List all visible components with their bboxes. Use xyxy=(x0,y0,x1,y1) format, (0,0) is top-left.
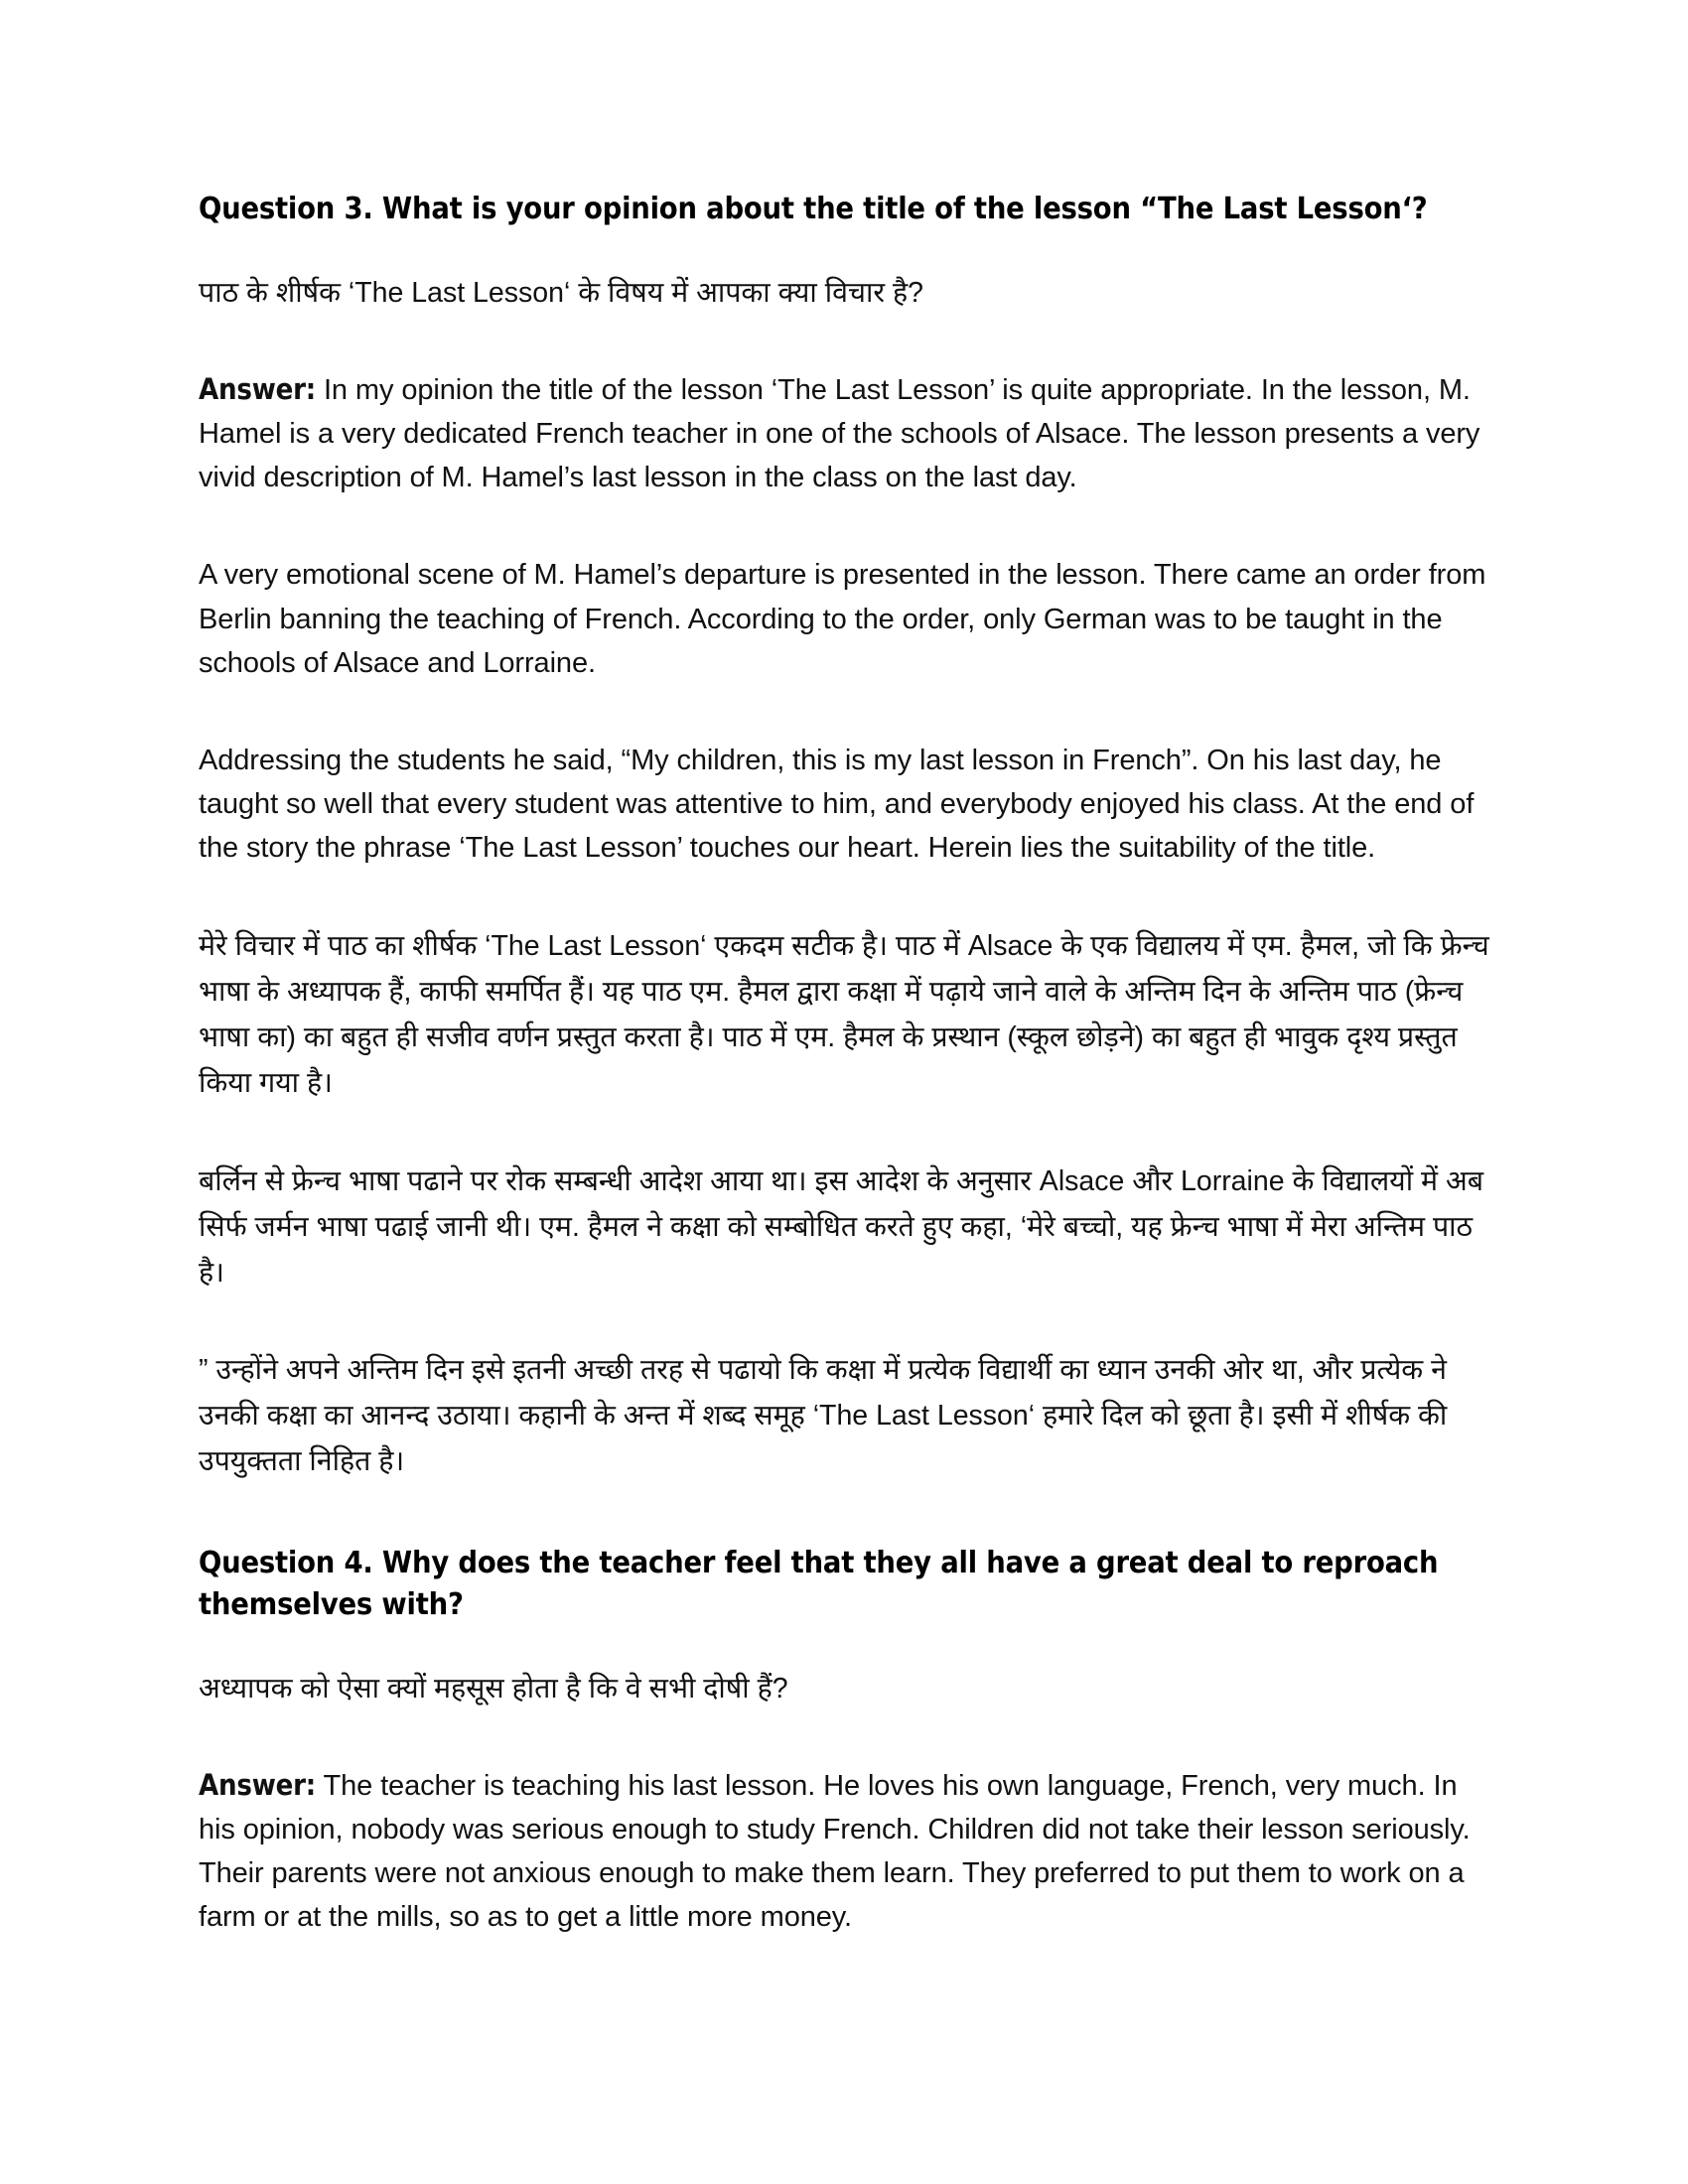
answer-label: Answer: xyxy=(199,1767,317,1802)
question-3-heading: Question 3. What is your opinion about the title of the lesson “The Last Lesson‘? xyxy=(199,192,1428,226)
question-4-heading: Question 4. Why does the teacher feel that they all have a great deal to reproach themselves with? xyxy=(199,1545,1439,1622)
question-3-hindi-answer-paragraph-2: बर्लिन से फ्रेन्च भाषा पढाने पर रोक सम्बन्धी आदेश आया था। इस आदेश के अनुसार Alsace और Lorraine के विद्यालयों में अब सिर्फ जर्मन भाषा पढाई जानी थी। एम. हैमल ने कक्षा को सम्बोधित करते हुए कहा, ‘मेरे बच्चो, यह फ्रेन्च भाषा में मेरा अन्तिम पाठ है। xyxy=(199,1164,1484,1289)
question-3-answer-paragraph-3: Addressing the students he said, “My children, this is my last lesson in French”. On his last day, he taught so well that every student was attentive to him, and everybody enjoyed his class. At the end of the story the phrase ‘The Last Lesson’ touches our heart. Herein lies the suitability of the title. xyxy=(199,744,1475,864)
question-4-answer-paragraph-1 xyxy=(199,1763,1489,1939)
answer-text: The teacher is teaching his last lesson. He loves his own language, French, very much. In his opinion, nobody was serious enough to study French. Children did not take their lesson seriously. Their parents were not anxious enough to make them learn. They preferred to put them to work on a farm or at the mills, so as to get a little more money. xyxy=(199,1769,1471,1934)
question-3-hindi-translation: पाठ के शीर्षक ‘The Last Lesson‘ के विषय में आपका क्या विचार है? xyxy=(199,277,923,310)
answer-text: In my opinion the title of the lesson ‘The Last Lesson’ is quite appropriate. In the lesson, M. Hamel is a very dedicated French teacher in one of the schools of Alsace. The lesson presents a very vivid description of M. Hamel’s last lesson in the class on the last day. xyxy=(199,374,1480,494)
document-body xyxy=(199,189,1489,1939)
question-3-answer-paragraph-2: A very emotional scene of M. Hamel’s departure is presented in the lesson. There came an order from Berlin banning the teaching of French. According to the order, only German was to be taught in the schools of Alsace and Lorraine. xyxy=(199,559,1486,679)
question-3-hindi-answer-paragraph-1: मेरे विचार में पाठ का शीर्षक ‘The Last Lesson‘ एकदम सटीक है। पाठ में Alsace के एक विद्यालय में एम. हैमल, जो कि फ्रेन्च भाषा के अध्यापक हैं, काफी समर्पित हैं। यह पाठ एम. हैमल द्वारा कक्षा में पढ़ाये जाने वाले के अन्तिम दिन के अन्तिम पाठ (फ्रेन्च भाषा का) का बहुत ही सजीव वर्णन प्रस्तुत करता है। पाठ में एम. हैमल के प्रस्थान (स्कूल छोड़ने) का बहुत ही भावुक दृश्य प्रस्तुत किया गया है। xyxy=(199,929,1489,1100)
answer-label: Answer: xyxy=(199,372,317,407)
question-4-hindi-translation: अध्यापक को ऐसा क्यों महसूस होता है कि वे सभी दोषी हैं? xyxy=(199,1672,788,1705)
question-3-answer-paragraph-1 xyxy=(199,367,1489,499)
question-3-hindi-answer-paragraph-3: ” उन्होंने अपने अन्तिम दिन इसे इतनी अच्छी तरह से पढायो कि कक्षा में प्रत्येक विद्यार्थी का ध्यान उनकी ओर था, और प्रत्येक ने उनकी कक्षा का आनन्द उठाया। कहानी के अन्त में शब्द समूह ‘The Last Lesson‘ हमारे दिल को छूता है। इसी में शीर्षक की उपयुक्तता निहित है। xyxy=(199,1354,1448,1478)
